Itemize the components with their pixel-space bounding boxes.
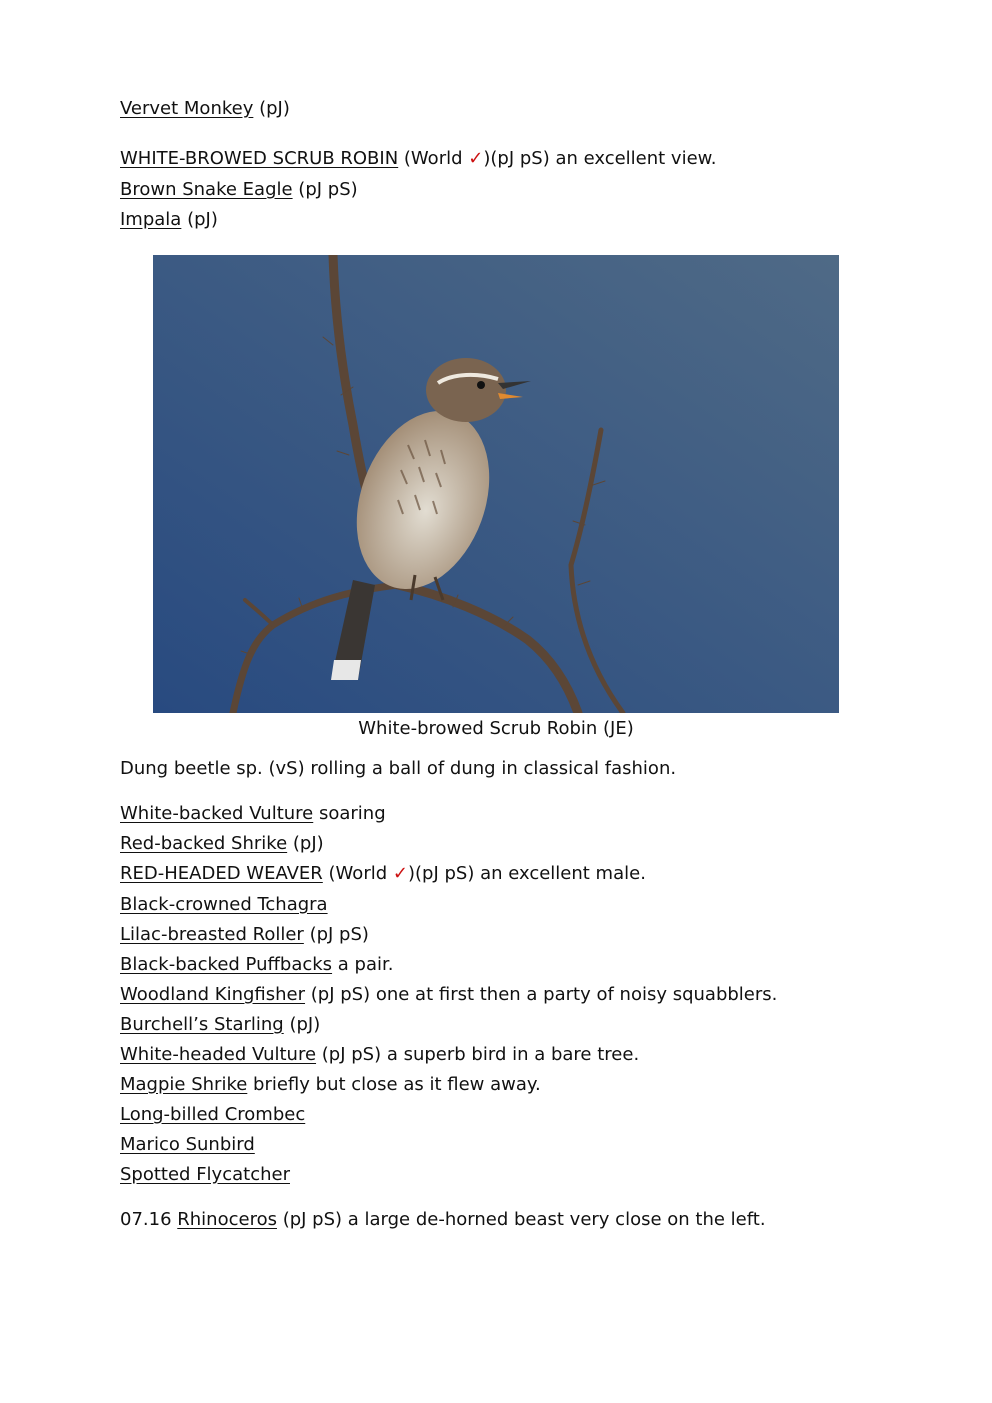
tick-icon: ✓: [392, 863, 408, 884]
paragraph: Dung beetle sp. (vS) rolling a ball of dung in classical fashion.: [120, 758, 677, 779]
sighting-line: [120, 983, 777, 1007]
sighting-note: (pJ pS) a large de-horned beast very close on the left.: [276, 1209, 766, 1230]
sighting-line: [120, 147, 716, 171]
sighting-line: [120, 802, 386, 826]
species-name: White-headed Vulture: [120, 1044, 317, 1065]
tick-icon: ✓: [468, 148, 484, 169]
species-name: WHITE-BROWED SCRUB ROBIN: [120, 148, 399, 169]
sighting-line: [120, 208, 218, 232]
sighting-note: (pJ pS) one at first then a party of noisy squabblers.: [305, 984, 778, 1005]
species-name: Rhinoceros: [177, 1209, 277, 1230]
sighting-note-prefix: (World: [398, 148, 469, 169]
sighting-note: soaring: [313, 803, 386, 824]
sighting-line: [120, 893, 328, 917]
sighting-line: [120, 1073, 541, 1097]
sighting-note: briefly but close as it flew away.: [247, 1074, 541, 1095]
species-name: Long-billed Crombec: [120, 1104, 306, 1125]
scrub-robin-illustration: [153, 255, 839, 713]
sighting-line: [120, 1133, 255, 1157]
sighting-line: [120, 1043, 639, 1067]
sighting-line: [120, 178, 358, 202]
species-name: Magpie Shrike: [120, 1074, 248, 1095]
sighting-line: [120, 97, 290, 121]
sighting-line: [120, 862, 646, 886]
species-name: Red-backed Shrike: [120, 833, 288, 854]
species-name: Marico Sunbird: [120, 1134, 255, 1155]
sighting-line: [120, 832, 324, 856]
sighting-note: (pJ): [287, 833, 324, 854]
sighting-note: )(pJ pS) an excellent view.: [483, 148, 717, 169]
sighting-note: a pair.: [332, 954, 394, 975]
bird-photo: [153, 255, 839, 713]
species-name: Spotted Flycatcher: [120, 1164, 290, 1185]
species-name: Lilac-breasted Roller: [120, 924, 304, 945]
bird-head: [426, 358, 506, 422]
photo-caption: White-browed Scrub Robin (JE): [358, 718, 634, 739]
sighting-line: [120, 1208, 766, 1232]
species-name: Impala: [120, 209, 182, 230]
species-name: Vervet Monkey: [120, 98, 254, 119]
species-name: Black-crowned Tchagra: [120, 894, 328, 915]
species-name: RED-HEADED WEAVER: [120, 863, 323, 884]
sighting-note: (pJ pS) a superb bird in a bare tree.: [316, 1044, 640, 1065]
sighting-note: (pJ): [253, 98, 290, 119]
sighting-note: (pJ pS): [303, 924, 369, 945]
species-name: Burchell’s Starling: [120, 1014, 284, 1035]
sighting-line: [120, 923, 369, 947]
sighting-note: (pJ pS): [292, 179, 358, 200]
sighting-note: (pJ): [181, 209, 218, 230]
species-name: White-backed Vulture: [120, 803, 314, 824]
sighting-line: [120, 1013, 320, 1037]
bird-eye: [477, 381, 485, 389]
sighting-note: )(pJ pS) an excellent male.: [407, 863, 646, 884]
species-name: Woodland Kingfisher: [120, 984, 306, 1005]
sighting-line: [120, 1103, 305, 1127]
sighting-note-prefix: (World: [322, 863, 393, 884]
tail-tip: [331, 660, 361, 680]
species-name: Brown Snake Eagle: [120, 179, 293, 200]
sighting-time: 07.16: [120, 1209, 178, 1230]
species-name: Black-backed Puffbacks: [120, 954, 333, 975]
sighting-line: [120, 1163, 290, 1187]
sighting-line: [120, 953, 393, 977]
sighting-note: (pJ): [283, 1014, 321, 1035]
